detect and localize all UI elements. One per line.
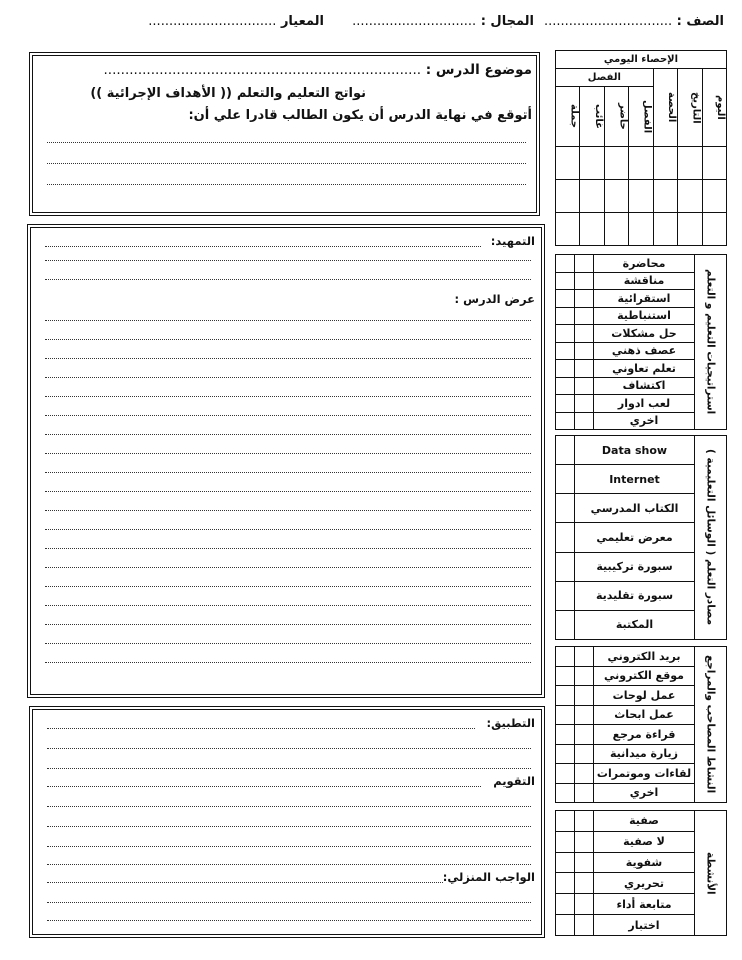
- expect-text: أتوقع في نهاية الدرس أن يكون الطالب قادرا علي أن:: [188, 108, 532, 123]
- checkbox-cell[interactable]: [556, 552, 575, 581]
- checklist-label: الكتاب المدرسي: [575, 494, 695, 523]
- evaluation-label: التقويم: [493, 774, 535, 788]
- checklist-row: [556, 647, 727, 667]
- objectives-box: [29, 52, 540, 216]
- writing-line[interactable]: [45, 339, 531, 340]
- checklist-label: المكتبة: [575, 610, 695, 639]
- checkbox-cell[interactable]: [556, 725, 575, 745]
- checklist-label: صفية: [594, 811, 695, 832]
- resources-table: [555, 435, 727, 640]
- topic-row: [103, 62, 532, 78]
- outcomes-note: (( الأهداف الإجرائية )): [90, 86, 232, 101]
- writing-line[interactable]: [47, 768, 531, 769]
- topic-label: موضوع الدرس :: [425, 62, 532, 78]
- checklist-label: استنباطية: [594, 307, 695, 325]
- checklist-label: عصف ذهني: [594, 342, 695, 360]
- checkbox-cell[interactable]: [575, 377, 594, 395]
- presentation-label: عرض الدرس :: [454, 292, 535, 306]
- checkbox-cell[interactable]: [575, 831, 594, 852]
- checklist-label: شفوية: [594, 852, 695, 873]
- activities-table: [555, 810, 727, 936]
- writing-line[interactable]: [45, 279, 531, 280]
- writing-line[interactable]: [45, 396, 531, 397]
- checkbox-cell[interactable]: [556, 811, 575, 832]
- standard-dots[interactable]: ...............................: [148, 14, 277, 29]
- writing-line[interactable]: [45, 548, 531, 549]
- checklist-label: اختبار: [594, 915, 695, 936]
- checkbox-cell[interactable]: [556, 705, 575, 725]
- writing-line[interactable]: [45, 662, 531, 663]
- checkbox-cell[interactable]: [575, 873, 594, 894]
- checklist-label: تعلم تعاوني: [594, 360, 695, 378]
- standard-label: المعيار: [280, 14, 324, 29]
- checkbox-cell[interactable]: [556, 272, 575, 290]
- checklist-label: اخري: [594, 412, 695, 430]
- checkbox-cell[interactable]: [575, 783, 594, 803]
- checkbox-cell[interactable]: [575, 412, 594, 430]
- checkbox-cell[interactable]: [556, 581, 575, 610]
- standard-field: [148, 14, 324, 29]
- checklist-label: سبورة تركيبية: [575, 552, 695, 581]
- domain-dots[interactable]: ..............................: [352, 14, 477, 29]
- checkbox-cell[interactable]: [556, 647, 575, 667]
- writing-line[interactable]: [45, 605, 531, 606]
- writing-line[interactable]: [45, 472, 531, 473]
- stat-row: [556, 213, 727, 246]
- checklist-label: Internet: [575, 465, 695, 494]
- stat-col-total: جملة: [556, 87, 580, 147]
- writing-line[interactable]: [45, 320, 531, 321]
- checklist-label: اكتشاف: [594, 377, 695, 395]
- writing-line[interactable]: [45, 510, 531, 511]
- writing-line[interactable]: [47, 882, 443, 883]
- checkbox-cell[interactable]: [556, 744, 575, 764]
- writing-line[interactable]: [45, 624, 531, 625]
- checkbox-cell[interactable]: [575, 811, 594, 832]
- checklist-row: [556, 436, 727, 465]
- writing-line[interactable]: [45, 260, 531, 261]
- checkbox-cell[interactable]: [556, 873, 575, 894]
- checklist-label: زيارة ميدانية: [594, 744, 695, 764]
- checkbox-cell[interactable]: [575, 666, 594, 686]
- checklist-label: سبورة تقليدية: [575, 581, 695, 610]
- checklist-label: موقع الكتروني: [594, 666, 695, 686]
- checkbox-cell[interactable]: [556, 686, 575, 706]
- checkbox-cell[interactable]: [556, 610, 575, 639]
- checkbox-cell[interactable]: [556, 764, 575, 784]
- checklist-row: [556, 255, 727, 273]
- domain-field: [352, 14, 534, 29]
- checkbox-cell[interactable]: [575, 764, 594, 784]
- checkbox-cell[interactable]: [575, 894, 594, 915]
- checkbox-cell[interactable]: [556, 325, 575, 343]
- daily-stats-title: الإحصاء اليومي: [556, 51, 727, 69]
- checklist-label: قراءة مرجع: [594, 725, 695, 745]
- objective-line[interactable]: [47, 163, 526, 164]
- closing-box: [29, 706, 545, 938]
- checklist-label: معرض تعليمي: [575, 523, 695, 552]
- section-title: الأنشطة: [695, 811, 727, 936]
- writing-line[interactable]: [47, 864, 531, 865]
- checkbox-cell[interactable]: [575, 647, 594, 667]
- checklist-label: حل مشكلات: [594, 325, 695, 343]
- checkbox-cell[interactable]: [575, 325, 594, 343]
- application-label: التطبيق:: [486, 716, 535, 730]
- stat-col-present: حاضر: [604, 87, 628, 147]
- checkbox-cell[interactable]: [575, 272, 594, 290]
- writing-line[interactable]: [45, 491, 531, 492]
- stat-row: [556, 180, 727, 213]
- checkbox-cell[interactable]: [556, 307, 575, 325]
- checkbox-cell[interactable]: [575, 725, 594, 745]
- checklist-row: [556, 811, 727, 832]
- intro-line[interactable]: [45, 246, 481, 247]
- checkbox-cell[interactable]: [575, 744, 594, 764]
- strategies-table: [555, 254, 727, 430]
- checklist-label: لعب ادوار: [594, 395, 695, 413]
- lesson-box: [27, 224, 545, 698]
- homework-label: الواجب المنزلي:: [442, 870, 535, 884]
- checkbox-cell[interactable]: [556, 494, 575, 523]
- checkbox-cell[interactable]: [556, 290, 575, 308]
- checklist-label: لا صفية: [594, 831, 695, 852]
- checkbox-cell[interactable]: [575, 307, 594, 325]
- checkbox-cell[interactable]: [556, 436, 575, 465]
- checklist-label: Data show: [575, 436, 695, 465]
- writing-line[interactable]: [45, 434, 531, 435]
- checkbox-cell[interactable]: [556, 852, 575, 873]
- writing-line[interactable]: [45, 529, 531, 530]
- checklist-label: متابعة أداء: [594, 894, 695, 915]
- stat-col-day: اليوم: [702, 69, 726, 147]
- checkbox-cell[interactable]: [556, 377, 575, 395]
- checkbox-cell[interactable]: [575, 705, 594, 725]
- writing-line[interactable]: [47, 728, 475, 729]
- checkbox-cell[interactable]: [556, 783, 575, 803]
- writing-line[interactable]: [47, 902, 531, 903]
- checklist-label: تحريري: [594, 873, 695, 894]
- class-field: [544, 14, 724, 29]
- checkbox-cell[interactable]: [556, 465, 575, 494]
- section-title: مصادر التعلم ( الوسائل التعليمية ): [695, 436, 727, 640]
- writing-line[interactable]: [45, 643, 531, 644]
- topic-dots[interactable]: ..........................................................................: [103, 62, 422, 78]
- checkbox-cell[interactable]: [556, 915, 575, 936]
- writing-line[interactable]: [45, 453, 531, 454]
- checkbox-cell[interactable]: [575, 360, 594, 378]
- outcomes-label: نواتج التعليم والتعلم: [236, 86, 366, 101]
- daily-stats-table: [555, 50, 727, 246]
- checkbox-cell[interactable]: [575, 290, 594, 308]
- checkbox-cell[interactable]: [556, 666, 575, 686]
- checkbox-cell[interactable]: [575, 255, 594, 273]
- domain-label: المجال :: [480, 14, 534, 29]
- writing-line[interactable]: [45, 567, 531, 568]
- stat-row: [556, 147, 727, 180]
- stat-col-class: الفصل: [629, 87, 653, 147]
- writing-line[interactable]: [47, 920, 531, 921]
- writing-line[interactable]: [45, 377, 531, 378]
- checklist-label: عمل لوحات: [594, 686, 695, 706]
- class-label: الصف :: [676, 14, 724, 29]
- checkbox-cell[interactable]: [556, 255, 575, 273]
- checkbox-cell[interactable]: [556, 360, 575, 378]
- extra-activities-table: [555, 646, 727, 803]
- checklist-label: استقرائية: [594, 290, 695, 308]
- checkbox-cell[interactable]: [556, 412, 575, 430]
- stat-col-period: الحصة: [653, 69, 677, 147]
- stat-class-group: الفصل: [556, 69, 654, 87]
- section-title: استراتيجيات التعليم و التعلم: [695, 255, 727, 430]
- checkbox-cell[interactable]: [575, 915, 594, 936]
- writing-line[interactable]: [45, 358, 531, 359]
- stat-col-absent: غائب: [580, 87, 604, 147]
- class-dots[interactable]: ...............................: [544, 14, 673, 29]
- checklist-label: بريد الكتروني: [594, 647, 695, 667]
- checkbox-cell[interactable]: [575, 395, 594, 413]
- writing-line[interactable]: [47, 748, 531, 749]
- checklist-label: محاضرة: [594, 255, 695, 273]
- checkbox-cell[interactable]: [556, 894, 575, 915]
- section-title: النشاط المصاحب والمراجع: [695, 647, 727, 803]
- checkbox-cell[interactable]: [556, 395, 575, 413]
- checklist-label: اخري: [594, 783, 695, 803]
- writing-line[interactable]: [47, 846, 531, 847]
- checkbox-cell[interactable]: [556, 831, 575, 852]
- checklist-label: لقاءات وموتمرات: [594, 764, 695, 784]
- checklist-label: مناقشة: [594, 272, 695, 290]
- checkbox-cell[interactable]: [556, 342, 575, 360]
- checkbox-cell[interactable]: [556, 523, 575, 552]
- writing-line[interactable]: [45, 415, 531, 416]
- objective-line[interactable]: [47, 184, 526, 185]
- objective-line[interactable]: [47, 142, 526, 143]
- checkbox-cell[interactable]: [575, 342, 594, 360]
- intro-label: التمهيد:: [490, 234, 535, 248]
- writing-line[interactable]: [45, 586, 531, 587]
- writing-line[interactable]: [47, 826, 531, 827]
- checkbox-cell[interactable]: [575, 686, 594, 706]
- writing-line[interactable]: [47, 786, 481, 787]
- checklist-label: عمل ابحاث: [594, 705, 695, 725]
- stat-col-date: التاريخ: [678, 69, 702, 147]
- checkbox-cell[interactable]: [575, 852, 594, 873]
- writing-line[interactable]: [47, 806, 531, 807]
